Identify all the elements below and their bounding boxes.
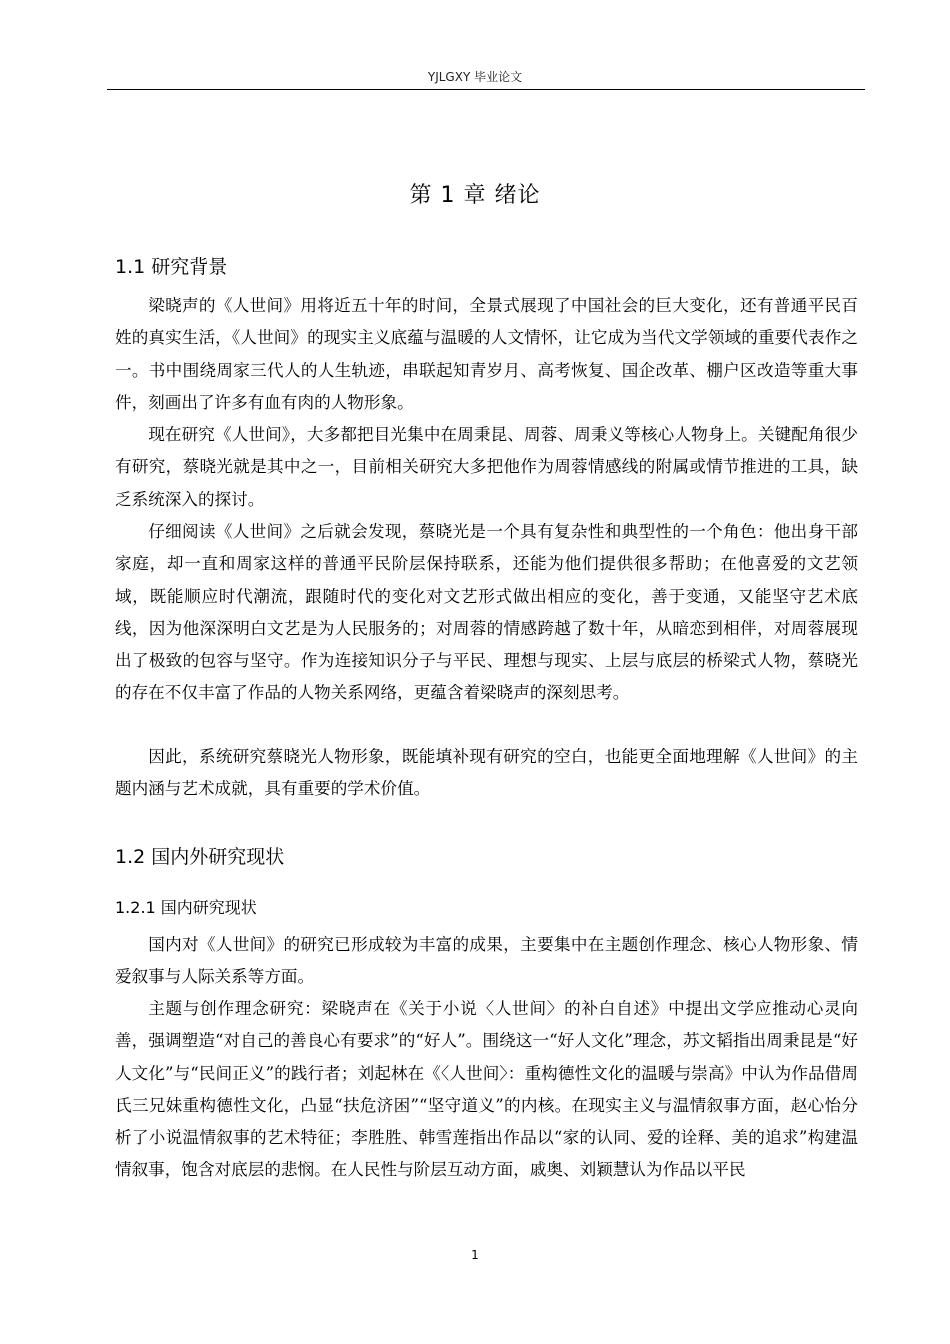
section-heading-1-1: 1.1 研究背景: [115, 256, 228, 278]
page-number: 1: [471, 1248, 479, 1262]
paragraph: 梁晓声的《人世间》用将近五十年的时间，全景式展现了中国社会的巨大变化，还有普通平民百姓的真实生活，《人世间》的现实主义底蕴与温暖的人文情怀，让它成为当代文学领域的重要代表作之一。书中围绕周家三代人的人生轨迹，串联起知青岁月、高考恢复、国企改革、棚户区改造等重大事件，刻画出了许多有血有肉的人物形象。: [115, 296, 858, 412]
paragraph: 因此，系统研究蔡晓光人物形象，既能填补现有研究的空白，也能更全面地理解《人世间》的主题内涵与艺术成就，具有重要的学术价值。: [115, 747, 858, 799]
chapter-title: 第 1 章 绪论: [409, 183, 541, 208]
running-header: YJLGXY 毕业论文: [427, 70, 523, 84]
section-heading-1-2: 1.2 国内外研究现状: [115, 846, 285, 868]
paragraph: 主题与创作理念研究：梁晓声在《关于小说〈人世间〉的补白自述》中提出文学应推动心灵向善，强调塑造“对自己的善良心有要求”的“好人”。围绕这一“好人文化”理念，苏文韬指出周秉昆是“好人文化”与“民间正义”的践行者；刘起林在《〈人世间〉：重构德性文化的温暖与崇高》中认为作品借周氏三兄妹重构德性文化，凸显“扶危济困”“坚守道义”的内核。在现实主义与温情叙事方面，赵心怡分析了小说温情叙事的艺术特征；李胜胜、韩雪莲指出作品以“家的认同、爱的诠释、美的追求”构建温情叙事，饱含对底层的悲悯。在人民性与阶层互动方面，戚奥、刘颖慧认为作品以平民: [115, 999, 858, 1180]
subsection-heading-1-2-1: 1.2.1 国内研究现状: [115, 898, 257, 917]
paragraph: 国内对《人世间》的研究已形成较为丰富的成果，主要集中在主题创作理念、核心人物形象、情爱叙事与人际关系等方面。: [115, 935, 858, 987]
paragraph: 现在研究《人世间》，大多都把目光集中在周秉昆、周蓉、周秉义等核心人物身上。关键配角很少有研究，蔡晓光就是其中之一，目前相关研究大多把他作为周蓉情感线的附属或情节推进的工具，缺乏系统深入的探讨。: [115, 425, 858, 509]
header-divider: [107, 89, 865, 90]
paragraph: 仔细阅读《人世间》之后就会发现，蔡晓光是一个具有复杂性和典型性的一个角色：他出身干部家庭，却一直和周家这样的普通平民阶层保持联系，还能为他们提供很多帮助；在他喜爱的文艺领域，既能顺应时代潮流，跟随时代的变化对文艺形式做出相应的变化，善于变通，又能坚守艺术底线，因为他深深明白文艺是为人民服务的；对周蓉的情感跨越了数十年，从暗恋到相伴，对周蓉展现出了极致的包容与坚守。作为连接知识分子与平民、理想与现实、上层与底层的桥梁式人物，蔡晓光的存在不仅丰富了作品的人物关系网络，更蕴含着梁晓声的深刻思考。: [115, 522, 858, 703]
